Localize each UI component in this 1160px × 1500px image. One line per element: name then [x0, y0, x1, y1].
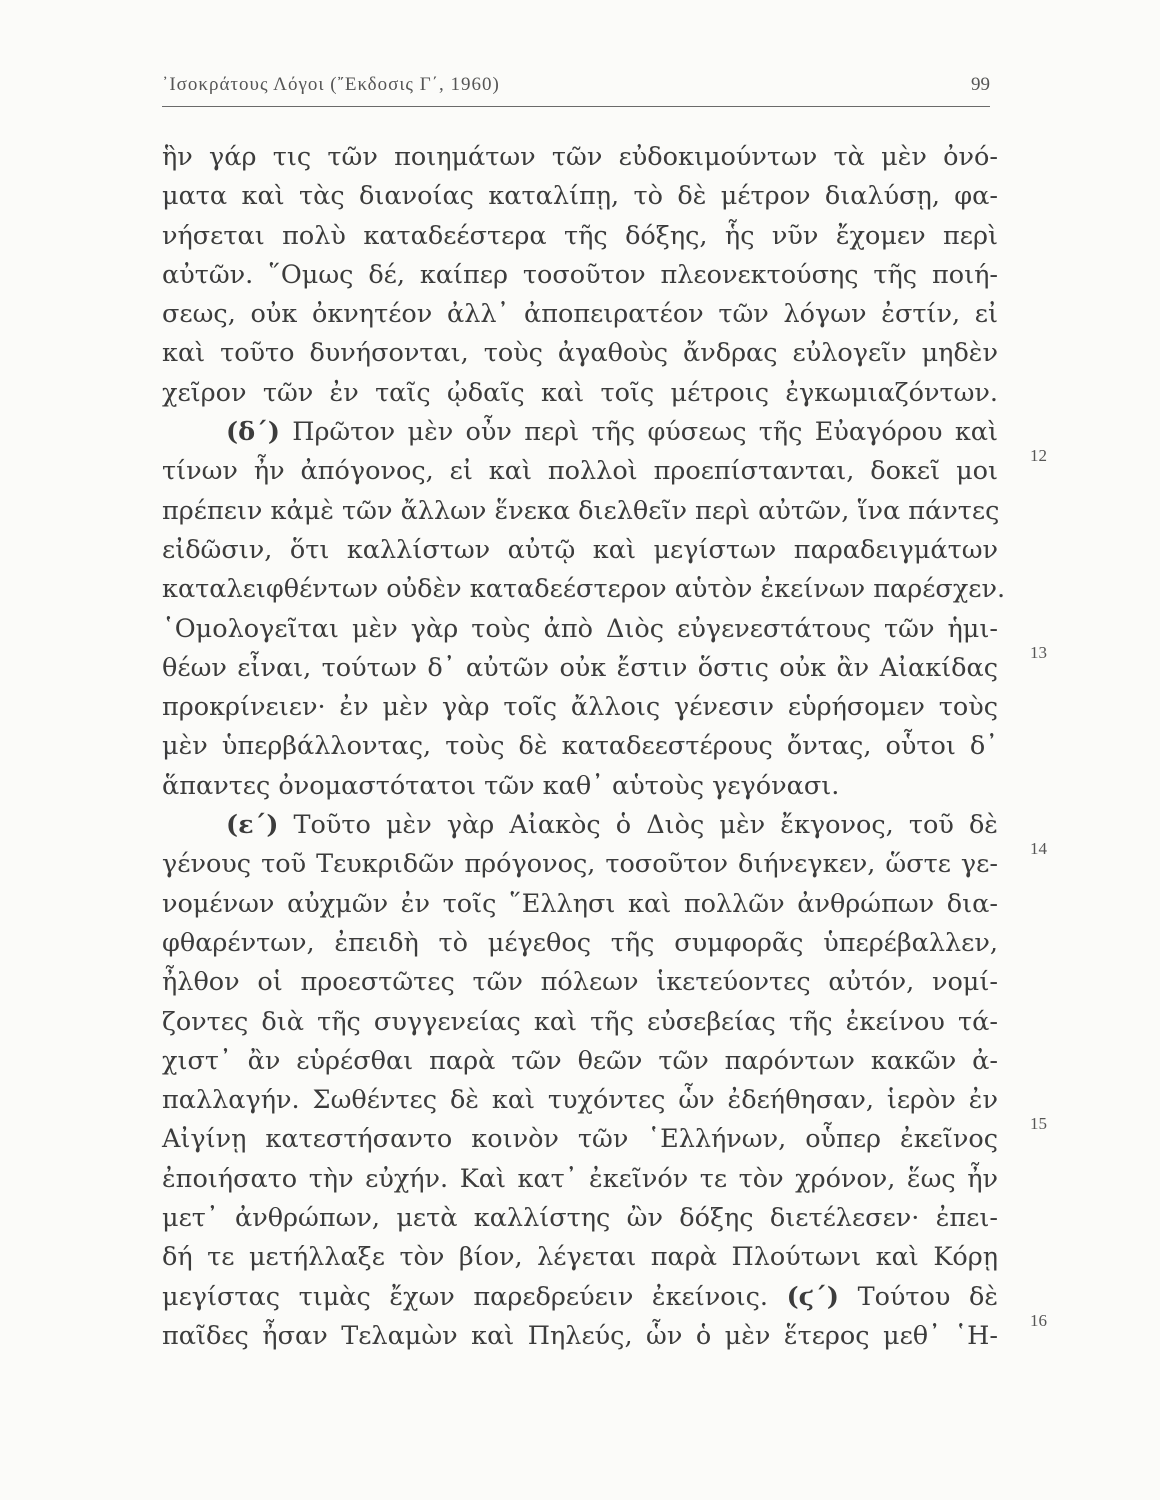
text-line: ἦλθον οἱ προεστῶτες τῶν πόλεων ἱκετεύοντες αὐτόν, νομί-: [162, 967, 998, 998]
text-line: Αἰγίνῃ κατεστήσαντο κοινὸν τῶν ῾Ελλήνων, οὗπερ ἐκεῖνος: [162, 1124, 998, 1155]
section-mark-epsilon: (ε΄): [226, 810, 279, 841]
text-line: ζοντες διὰ τῆς συγγενείας καὶ τῆς εὐσεβείας τῆς ἐκείνου τά-: [162, 1006, 998, 1037]
text-line-section-start: [162, 1278, 998, 1317]
margin-number-13: 13: [1030, 643, 1047, 662]
section-mark-stigma: (ϛ΄): [786, 1281, 839, 1312]
text-line: παλλαγήν. Σωθέντες δὲ καὶ τυχόντες ὧν ἐδεήθησαν, ἱερὸν ἐν: [162, 1085, 998, 1116]
page-number: 99: [971, 74, 990, 95]
text-line: νήσεται πολὺ καταδεέστερα τῆς δόξης, ἧς νῦν ἔχομεν περὶ: [162, 220, 998, 251]
text-line: σεως, οὐκ ὀκνητέον ἀλλ᾿ ἀποπειρατέον τῶν λόγων ἐστίν, εἰ: [162, 299, 998, 330]
text-line: θέων εἶναι, τούτων δ᾿ αὐτῶν οὐκ ἔστιν ὅστις οὐκ ἂν Αἰακίδας: [162, 652, 998, 683]
text-line: μετ᾿ ἀνθρώπων, μετὰ καλλίστης ὢν δόξης διετέλεσεν· ἐπει-: [162, 1203, 998, 1234]
margin-number-15: 15: [1030, 1114, 1047, 1133]
section-mark-delta: (δ΄): [226, 417, 280, 448]
text-line: γένους τοῦ Τευκριδῶν πρόγονος, τοσοῦτον διήνεγκεν, ὥστε γε-: [162, 849, 998, 880]
text-line: πρέπειν κἀμὲ τῶν ἄλλων ἕνεκα διελθεῖν περὶ αὐτῶν, ἵνα πάντες: [162, 495, 1000, 526]
text-line: προκρίνειεν· ἐν μὲν γὰρ τοῖς ἄλλοις γένεσιν εὑρήσομεν τοὺς: [162, 692, 998, 723]
text-line: ἣν γάρ τις τῶν ποιημάτων τῶν εὐδοκιμούντων τὰ μὲν ὀνό-: [162, 142, 998, 172]
margin-number-14: 14: [1030, 839, 1047, 858]
margin-number-16: 16: [1030, 1311, 1047, 1330]
text-line: καὶ τοῦτο δυνήσονται, τοὺς ἀγαθοὺς ἄνδρας εὐλογεῖν μηδὲν: [162, 338, 998, 369]
text-line: καταλειφθέντων οὐδὲν καταδεέστερον αὑτὸν ἐκείνων παρέσχεν.: [162, 574, 1006, 605]
text-line: εἰδῶσιν, ὅτι καλλίστων αὐτῷ καὶ μεγίστων παραδειγμάτων: [162, 534, 998, 565]
body-text: [162, 138, 1006, 1356]
header-rule: [162, 106, 990, 107]
running-head: [162, 74, 990, 102]
text-line-content: μεγίστας τιμὰς ἔχων παρεδρεύειν ἐκείνοις.: [162, 1281, 768, 1312]
running-title: ᾿Ισοκράτους Λόγοι (῎Εκδοσις Γ΄, 1960): [162, 74, 500, 95]
text-line: τίνων ἦν ἀπόγονος, εἰ καὶ πολλοὶ προεπίστανται, δοκεῖ μοι: [162, 456, 998, 487]
text-line: παῖδες ἦσαν Τελαμὼν καὶ Πηλεύς, ὧν ὁ μὲν ἕτερος μεθ᾿ ῾Η-: [162, 1320, 998, 1351]
text-line: χιστ᾿ ἂν εὑρέσθαι παρὰ τῶν θεῶν τῶν παρόντων κακῶν ἀ-: [162, 1045, 998, 1076]
text-line: ῾Ομολογεῖται μὲν γὰρ τοὺς ἀπὸ Διὸς εὐγενεστάτους τῶν ἡμι-: [162, 613, 998, 644]
text-line: δή τε μετήλλαξε τὸν βίον, λέγεται παρὰ Πλούτωνι καὶ Κόρῃ: [162, 1242, 998, 1273]
text-line: ματα καὶ τὰς διανοίας καταλίπῃ, τὸ δὲ μέτρον διαλύσῃ, φα-: [162, 181, 998, 212]
margin-number-12: 12: [1030, 446, 1047, 465]
text-line-content: Τοῦτο μὲν γὰρ Αἰακὸς ὁ Διὸς μὲν ἔκγονος, τοῦ δὲ: [293, 810, 998, 841]
text-line: ἐποιήσατο τὴν εὐχήν. Καὶ κατ᾿ ἐκεῖνόν τε τὸν χρόνον, ἕως ἦν: [162, 1163, 998, 1194]
text-line: μὲν ὑπερβάλλοντας, τοὺς δὲ καταδεεστέρους ὄντας, οὗτοι δ᾿: [162, 731, 998, 762]
text-line: νομένων αὐχμῶν ἐν τοῖς ῞Ελλησι καὶ πολλῶν ἀνθρώπων δια-: [162, 888, 998, 919]
text-line-section-start: [162, 413, 998, 452]
text-line: αὐτῶν. ῞Ομως δέ, καίπερ τοσοῦτον πλεονεκτούσης τῆς ποιή-: [162, 259, 998, 290]
text-line-content: Τούτου δὲ: [857, 1281, 998, 1312]
text-line-content: Πρῶτον μὲν οὖν περὶ τῆς φύσεως τῆς Εὐαγόρου καὶ: [292, 417, 999, 448]
text-line-section-start: [162, 806, 998, 845]
text-line: χεῖρον τῶν ἐν ταῖς ᾠδαῖς καὶ τοῖς μέτροις ἐγκωμιαζόντων.: [162, 377, 998, 408]
text-line: ἅπαντες ὀνομαστότατοι τῶν καθ᾿ αὑτοὺς γεγόνασι.: [162, 770, 840, 801]
text-line: φθαρέντων, ἐπειδὴ τὸ μέγεθος τῆς συμφορᾶς ὑπερέβαλλεν,: [162, 927, 998, 958]
